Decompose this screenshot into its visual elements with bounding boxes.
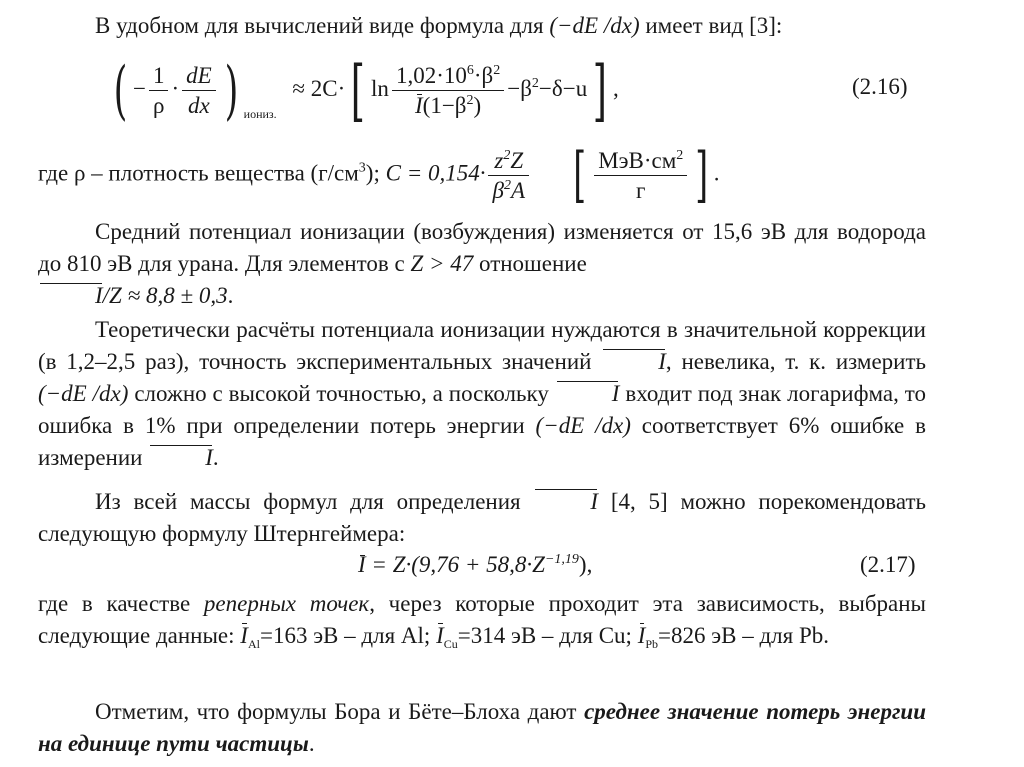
ln-operator: ln xyxy=(371,75,389,101)
conclusion-text: Отметим, что формулы Бора и Бёте–Блоха дают xyxy=(95,699,577,724)
equation-2-16: ( − $\frac{1}{\rho}$ · $\frac{dE}{dx}$ ) $_{иониз.}$ ≈ 2C·[ ln $\frac{1,02\cdot 10^6\cdot\beta^2}{I(1-\beta^2)}$ $-\beta^2-\delta-u$] , xyxy=(113,52,619,129)
value-al: =163 эВ – для Al; xyxy=(259,623,431,648)
beta-term: −β xyxy=(507,75,532,101)
mean-potential-text: Средний потенциал ионизации (возбуждения) изменяется от 15,6 эВ для водорода до 810 эВ для урана. Для элементов с xyxy=(38,219,926,276)
corrections-text: Теоретически расчёты потенциала ионизации нуждаются в значительной коррекции (в 1,2–2,5 раз), точность экспериментальных значений xyxy=(38,317,926,374)
corrections-text-3: сложно с высокой точностью, а поскольку xyxy=(134,381,549,406)
intro-text: В удобном для вычислений виде формула для xyxy=(95,13,544,38)
equation-number-2-16: (2.16) xyxy=(852,74,908,99)
approx-2c: ≈ 2C· xyxy=(292,75,346,101)
reference: [3]: xyxy=(749,13,783,38)
dedx-expression: (−dE /dx) xyxy=(549,13,640,38)
exponent: −1,19 xyxy=(544,552,579,567)
paragraph-corrections: Теоретически расчёты потенциала ионизации нуждаются в значительной коррекции (в 1,2–2,5 раз), точность экспериментальных значений I, невелика, т. к. измерить (−dE /dx) сложно с высокой точностью, а поскольку I входит под знак логарифма, то ошибка в 1% при определении потерь энергии (−dE /dx) соответствует 6% ошибке в измерении I. xyxy=(38,314,926,474)
sternheimer-text-2: [4, 5] можно порекомендовать следующую формулу Штернгеймера: xyxy=(38,489,927,546)
c-expression: C = 0,154· xyxy=(385,160,486,186)
conclusion-emphasis: среднее значение потерь энергии на единице пути частицы xyxy=(38,699,927,756)
paragraph-intro xyxy=(38,10,926,42)
dedx-expression-3: (−dE /dx) xyxy=(535,413,631,438)
density-text: где ρ – плотность вещества (г/см xyxy=(38,160,359,186)
fraction-de-dx: $\frac{dE}{dx}$ xyxy=(182,61,216,120)
delta-u-term: −δ−u xyxy=(538,75,588,101)
paragraph-sternheimer: Из всей массы формул для определения I [4, 5] можно порекомендовать следующую формулу Штернгеймера: xyxy=(38,486,926,550)
log-fraction: $\frac{1,02\cdot 10^6\cdot\beta^2}{I(1-\beta^2)}$ xyxy=(392,61,504,120)
ionization-subscript: иониз. xyxy=(243,106,277,121)
sternheimer-text: Из всей массы формул для определения xyxy=(95,489,521,514)
reference-points-text: где в качестве xyxy=(38,591,191,616)
equation-2-17: $I = Z\cdot(9,76 + 58,8\cdot Z^{-1,19})$, xyxy=(358,552,593,577)
ratio-expression: /Z ≈ 8,8 ± 0,3 xyxy=(102,283,228,308)
value-pb: =826 эВ – для Pb. xyxy=(658,623,830,648)
paragraph-reference-points: где в качестве реперных точек, через которые проходит эта зависимость, выбраны следующие данные: $I_{Al}=163$ эВ – для Al; $I_{Cu}=314$ эВ – для Cu; $I_{Pb}=826$ эВ – для Pb. xyxy=(38,591,927,651)
intro-text-2: имеет вид xyxy=(645,13,744,38)
fraction-1-rho: $\frac{1}{\rho}$ xyxy=(149,61,169,120)
where-line: где ρ – плотность вещества $(г/см^3)$; C = 0,154· $\frac{z^2Z}{\beta^2A}$ [ $\frac{МэВ\cdot см^2}{г}$ ] . xyxy=(38,140,720,210)
z-condition: Z > 47 xyxy=(410,251,474,276)
unit-fraction: $\frac{МэВ\cdot см^2}{г}$ xyxy=(594,146,687,205)
value-cu: =314 эВ – для Cu; xyxy=(457,623,632,648)
paragraph-mean-potential: Средний потенциал ионизации (возбуждения) изменяется от 15,6 эВ для водорода до 810 эВ для урана. Для элементов с Z > 47 отношение I/Z ≈ 8,8 ± 0,3. xyxy=(38,216,926,312)
sternheimer-rhs: = Z·(9,76 + 58,8·Z xyxy=(371,552,545,577)
corrections-text-2: , невелика, т. к. измерить xyxy=(665,349,926,374)
corrections-text-5: соответствует 6% ошибке в измерении xyxy=(38,413,927,470)
paragraph-conclusion: Отметим, что формулы Бора и Бёте–Блоха дают среднее значение потерь энергии на единице пути частицы. xyxy=(38,699,927,756)
reference-points-text-2: , через которые проходит эта зависимость, выбраны следующие данные: xyxy=(38,591,927,648)
equation-number-2-17: (2.17) xyxy=(860,552,916,577)
reference-points-emphasis: реперных точек xyxy=(203,591,370,616)
corrections-text-4: входит под знак логарифма, то ошибка в 1% при определении потерь энергии xyxy=(38,381,926,438)
dedx-expression-2: (−dE /dx) xyxy=(38,381,129,406)
c-fraction: $\frac{z^2Z}{\beta^2A}$ xyxy=(488,146,529,205)
